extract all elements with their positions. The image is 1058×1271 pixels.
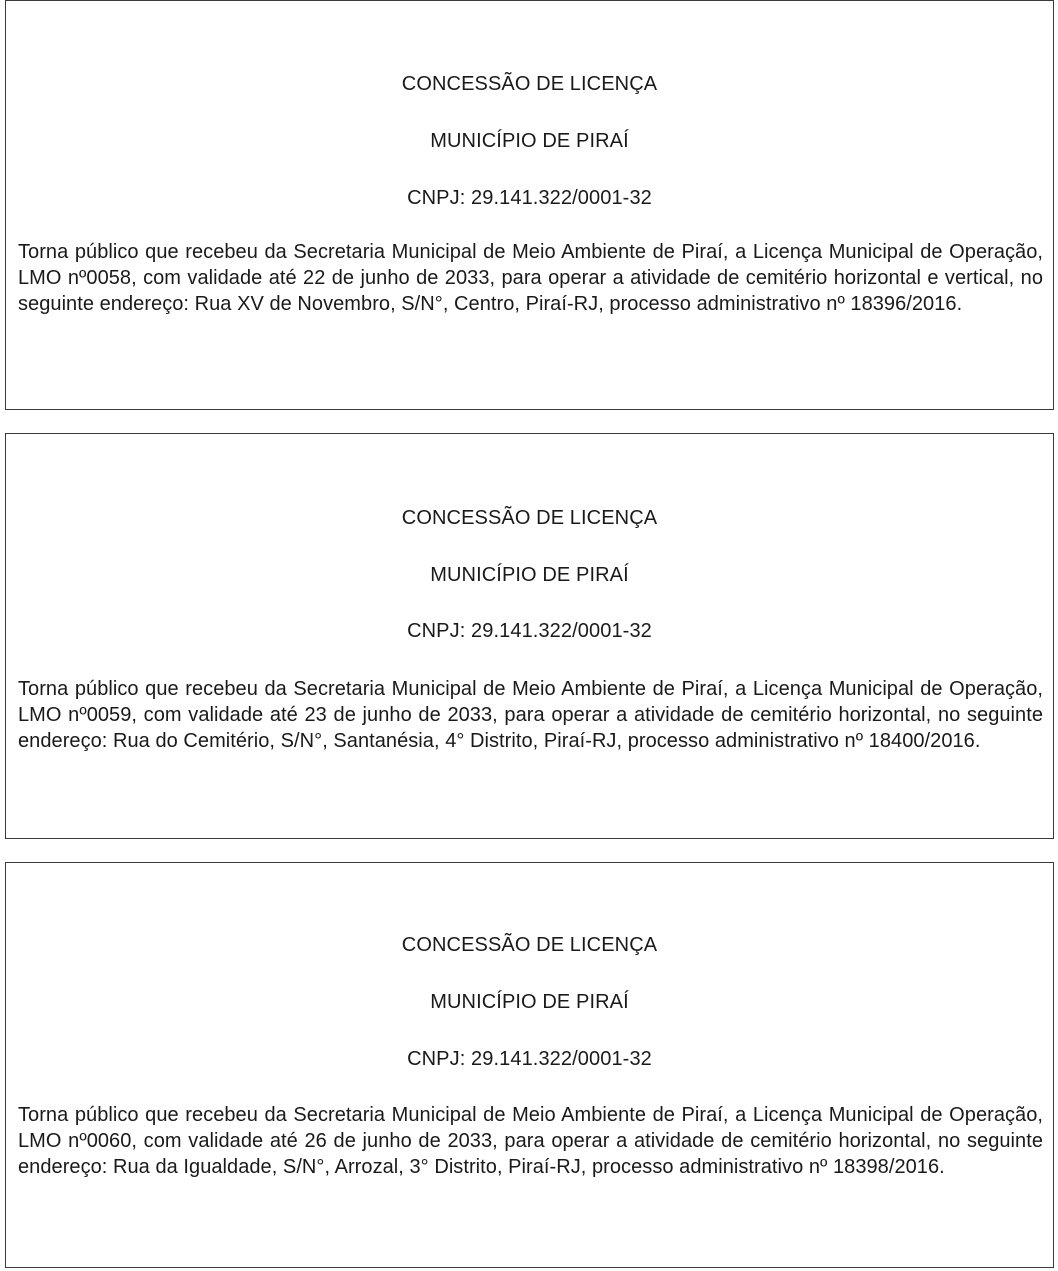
notice-cnpj: CNPJ: 29.141.322/0001-32 <box>407 187 652 209</box>
notice-title: CONCESSÃO DE LICENÇA <box>401 934 658 956</box>
notice-municipality: MUNICÍPIO DE PIRAÍ <box>430 991 629 1013</box>
notice-municipality: MUNICÍPIO DE PIRAÍ <box>430 564 629 586</box>
notice-body: Torna público que recebeu da Secretaria Municipal de Meio Ambiente de Piraí, a Licença Municipal de Operação, LMO nº0059, com validade até 23 de junho de 2033, para operar a atividade de cemitério horizontal, no seguinte endereço: Rua do Cemitério, S/N°, Santanésia, 4° Distrito, Piraí-RJ, processo administrativo nº 18400/2016. <box>18 678 1043 752</box>
license-notice <box>5 862 1054 1268</box>
notice-municipality: MUNICÍPIO DE PIRAÍ <box>430 130 629 152</box>
notice-body: Torna público que recebeu da Secretaria Municipal de Meio Ambiente de Piraí, a Licença Municipal de Operação, LMO nº0060, com validade até 26 de junho de 2033, para operar a atividade de cemitério horizontal, no seguinte endereço: Rua da Igualdade, S/N°, Arrozal, 3° Distrito, Piraí-RJ, processo administrativo nº 18398/2016. <box>18 1104 1043 1178</box>
license-notice <box>5 433 1054 839</box>
notice-cnpj: CNPJ: 29.141.322/0001-32 <box>407 620 652 642</box>
notice-cnpj: CNPJ: 29.141.322/0001-32 <box>407 1048 652 1070</box>
notice-body: Torna público que recebeu da Secretaria Municipal de Meio Ambiente de Piraí, a Licença Municipal de Operação, LMO nº0058, com validade até 22 de junho de 2033, para operar a atividade de cemitério horizontal e vertical, no seguinte endereço: Rua XV de Novembro, S/N°, Centro, Piraí-RJ, processo administrativo nº 18396/2016. <box>18 241 1043 315</box>
license-notice <box>5 0 1054 410</box>
notice-title: CONCESSÃO DE LICENÇA <box>401 507 658 529</box>
notice-title: CONCESSÃO DE LICENÇA <box>401 73 658 95</box>
